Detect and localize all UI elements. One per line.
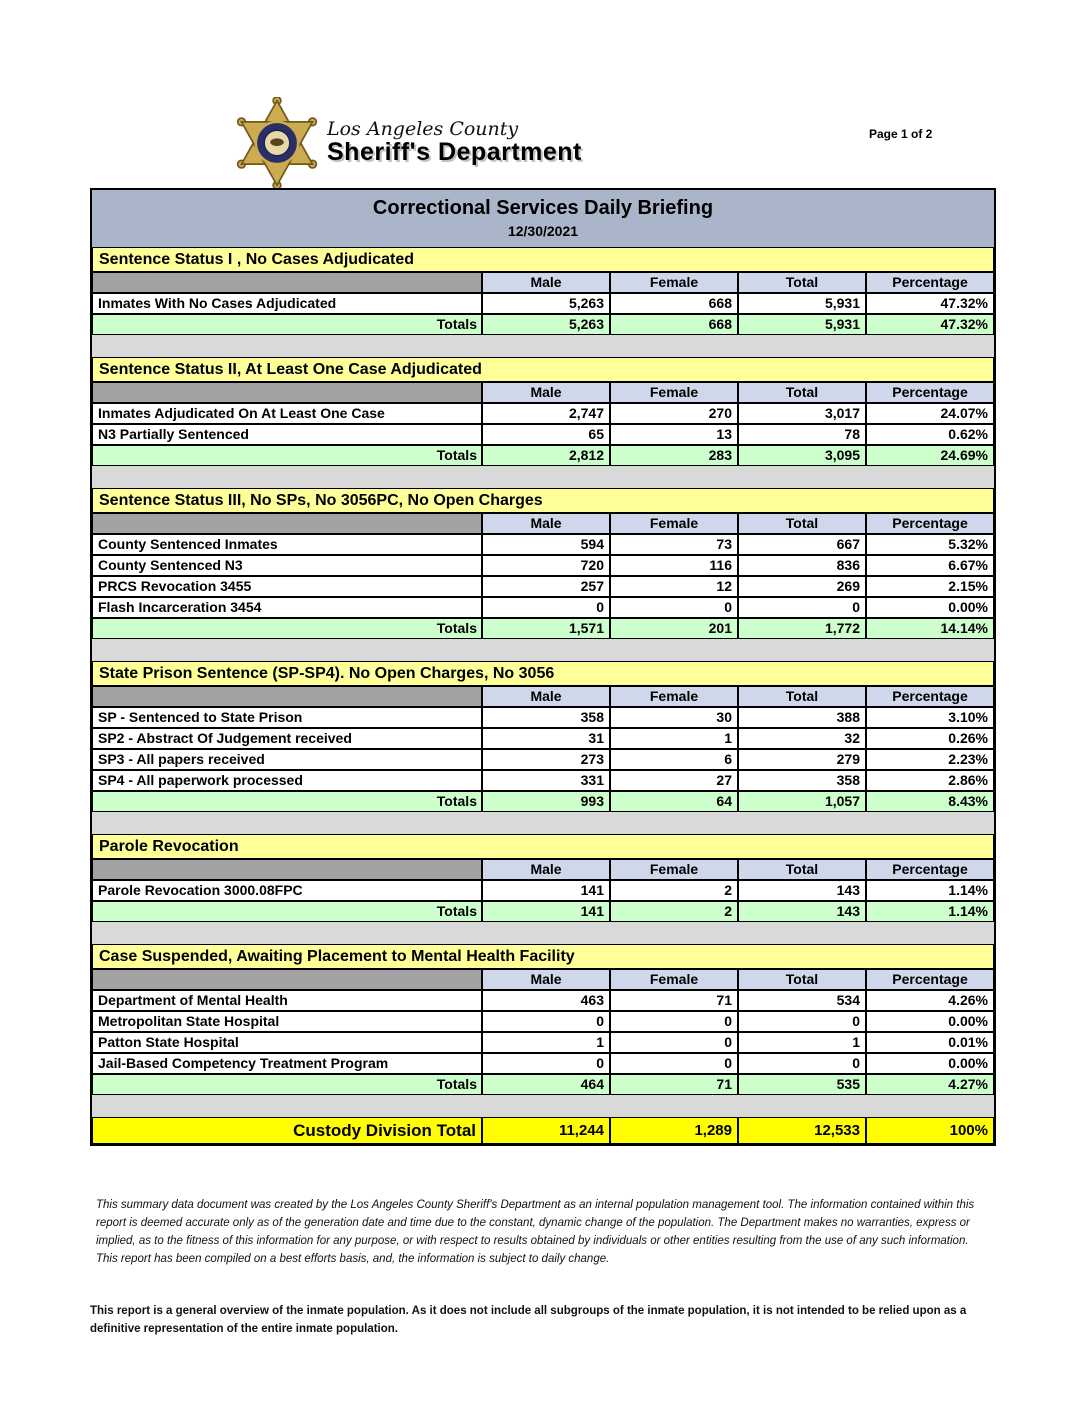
row-label: Metropolitan State Hospital	[92, 1011, 482, 1032]
male-total: 2,812	[482, 445, 610, 466]
column-header-percentage: Percentage	[866, 969, 994, 990]
totals-label: Totals	[92, 445, 482, 466]
section-sentence-status-1	[92, 247, 994, 335]
male-total: 464	[482, 1074, 610, 1095]
grand-percentage-total: 100%	[866, 1117, 994, 1144]
section-title: Parole Revocation	[92, 834, 994, 859]
female-value: 0	[610, 1032, 738, 1053]
row-label: SP4 - All paperwork processed	[92, 770, 482, 791]
total-value: 32	[738, 728, 866, 749]
total-value: 388	[738, 707, 866, 728]
percentage-total: 8.43%	[866, 791, 994, 812]
total-value: 3,017	[738, 403, 866, 424]
row-label: Inmates With No Cases Adjudicated	[92, 293, 482, 314]
column-header-row	[92, 382, 994, 403]
female-total: 201	[610, 618, 738, 639]
row-label: County Sentenced N3	[92, 555, 482, 576]
row-label: County Sentenced Inmates	[92, 534, 482, 555]
table-row	[92, 749, 994, 770]
total-value: 667	[738, 534, 866, 555]
column-header-female: Female	[610, 272, 738, 293]
column-header-female: Female	[610, 513, 738, 534]
percentage-total: 1.14%	[866, 901, 994, 922]
column-header-total: Total	[738, 382, 866, 403]
column-header-male: Male	[482, 382, 610, 403]
report-title-bar	[92, 190, 994, 247]
column-header-percentage: Percentage	[866, 382, 994, 403]
table-row	[92, 576, 994, 597]
row-label: Department of Mental Health	[92, 990, 482, 1011]
column-header-male: Male	[482, 272, 610, 293]
percentage-value: 0.00%	[866, 597, 994, 618]
male-value: 31	[482, 728, 610, 749]
footnote-text: This report is a general overview of the inmate population. As it does not include all subgroups of the inmate population, it is not intended to be relied upon as a definitive representation of the entire inmate population.	[90, 1305, 967, 1335]
table-row	[92, 1053, 994, 1074]
grand-total-total: 12,533	[738, 1117, 866, 1144]
male-value: 141	[482, 880, 610, 901]
male-value: 2,747	[482, 403, 610, 424]
male-value: 331	[482, 770, 610, 791]
percentage-total: 4.27%	[866, 1074, 994, 1095]
female-total: 668	[610, 314, 738, 335]
row-label: Parole Revocation 3000.08FPC	[92, 880, 482, 901]
total-total: 1,772	[738, 618, 866, 639]
grand-female-total: 1,289	[610, 1117, 738, 1144]
section-gap	[92, 466, 994, 488]
male-value: 1	[482, 1032, 610, 1053]
percentage-value: 2.23%	[866, 749, 994, 770]
row-label: N3 Partially Sentenced	[92, 424, 482, 445]
section-sentence-status-3	[92, 488, 994, 639]
agency-logo	[327, 118, 582, 167]
total-value: 0	[738, 1053, 866, 1074]
totals-row	[92, 618, 994, 639]
logo-county-line: Los Angeles County	[327, 118, 519, 140]
total-value: 358	[738, 770, 866, 791]
section-gap	[92, 922, 994, 944]
row-label: Patton State Hospital	[92, 1032, 482, 1053]
female-total: 283	[610, 445, 738, 466]
column-header-percentage: Percentage	[866, 859, 994, 880]
percentage-value: 0.00%	[866, 1053, 994, 1074]
percentage-value: 2.15%	[866, 576, 994, 597]
column-header-row	[92, 272, 994, 293]
male-value: 358	[482, 707, 610, 728]
male-value: 0	[482, 1053, 610, 1074]
table-row	[92, 424, 994, 445]
male-value: 5,263	[482, 293, 610, 314]
table-row	[92, 707, 994, 728]
female-value: 12	[610, 576, 738, 597]
custody-division-total-row	[92, 1117, 994, 1144]
male-total: 5,263	[482, 314, 610, 335]
table-row	[92, 1032, 994, 1053]
column-header-female: Female	[610, 969, 738, 990]
male-total: 1,571	[482, 618, 610, 639]
female-total: 2	[610, 901, 738, 922]
male-value: 273	[482, 749, 610, 770]
female-value: 13	[610, 424, 738, 445]
column-header-male: Male	[482, 513, 610, 534]
section-gap	[92, 335, 994, 357]
totals-row	[92, 314, 994, 335]
male-value: 0	[482, 597, 610, 618]
row-label: Jail-Based Competency Treatment Program	[92, 1053, 482, 1074]
totals-row	[92, 445, 994, 466]
female-value: 71	[610, 990, 738, 1011]
male-value: 65	[482, 424, 610, 445]
column-header-female: Female	[610, 382, 738, 403]
female-value: 668	[610, 293, 738, 314]
report-date: 12/30/2021	[507, 223, 579, 239]
percentage-total: 14.14%	[866, 618, 994, 639]
grand-total-label: Custody Division Total	[92, 1117, 482, 1144]
male-value: 0	[482, 1011, 610, 1032]
column-header-total: Total	[738, 513, 866, 534]
row-label: SP3 - All papers received	[92, 749, 482, 770]
column-header-total: Total	[738, 969, 866, 990]
female-value: 270	[610, 403, 738, 424]
total-value: 78	[738, 424, 866, 445]
female-total: 64	[610, 791, 738, 812]
section-title: Sentence Status II, At Least One Case Adjudicated	[92, 357, 994, 382]
table-row	[92, 728, 994, 749]
header-spacer-cell	[92, 859, 482, 880]
column-header-male: Male	[482, 686, 610, 707]
female-value: 30	[610, 707, 738, 728]
percentage-value: 2.86%	[866, 770, 994, 791]
section-gap	[92, 1095, 994, 1117]
totals-label: Totals	[92, 791, 482, 812]
female-value: 27	[610, 770, 738, 791]
percentage-value: 3.10%	[866, 707, 994, 728]
percentage-value: 0.62%	[866, 424, 994, 445]
header-spacer-cell	[92, 686, 482, 707]
row-label: Inmates Adjudicated On At Least One Case	[92, 403, 482, 424]
table-row	[92, 1011, 994, 1032]
table-row	[92, 880, 994, 901]
total-value: 0	[738, 1011, 866, 1032]
section-sentence-status-2	[92, 357, 994, 466]
female-value: 0	[610, 597, 738, 618]
table-row	[92, 597, 994, 618]
section-title: Sentence Status III, No SPs, No 3056PC, No Open Charges	[92, 488, 994, 513]
column-header-total: Total	[738, 272, 866, 293]
logo-department-line: Sheriff's Department	[327, 138, 582, 166]
column-header-row	[92, 969, 994, 990]
female-total: 71	[610, 1074, 738, 1095]
disclaimer-text: This summary data document was created by the Los Angeles County Sheriff's Department as an internal population management tool. The information contained within this report is deemed accurate only as of the generation date and time due to the constant, dynamic change of the population. The Department makes no warranties, express or implied, as to the fitness of this information for any purpose, or with respect to results obtained by individuals or other entities resulting from the use of any such information. This report has been compiled on a best efforts basis, and, the information is subject to daily change.	[96, 1199, 975, 1266]
header-spacer-cell	[92, 272, 482, 293]
column-header-row	[92, 513, 994, 534]
row-label: PRCS Revocation 3455	[92, 576, 482, 597]
column-header-female: Female	[610, 859, 738, 880]
male-value: 594	[482, 534, 610, 555]
total-total: 1,057	[738, 791, 866, 812]
percentage-total: 24.69%	[866, 445, 994, 466]
percentage-total: 47.32%	[866, 314, 994, 335]
percentage-value: 0.01%	[866, 1032, 994, 1053]
totals-label: Totals	[92, 1074, 482, 1095]
female-value: 116	[610, 555, 738, 576]
total-total: 535	[738, 1074, 866, 1095]
total-value: 836	[738, 555, 866, 576]
column-header-row	[92, 859, 994, 880]
column-header-total: Total	[738, 686, 866, 707]
female-value: 73	[610, 534, 738, 555]
total-value: 279	[738, 749, 866, 770]
column-header-total: Total	[738, 859, 866, 880]
male-total: 993	[482, 791, 610, 812]
totals-row	[92, 791, 994, 812]
column-header-female: Female	[610, 686, 738, 707]
totals-label: Totals	[92, 314, 482, 335]
totals-row	[92, 901, 994, 922]
total-value: 143	[738, 880, 866, 901]
row-label: SP - Sentenced to State Prison	[92, 707, 482, 728]
total-value: 269	[738, 576, 866, 597]
percentage-value: 47.32%	[866, 293, 994, 314]
total-value: 1	[738, 1032, 866, 1053]
daily-briefing-report	[90, 188, 996, 1146]
total-total: 3,095	[738, 445, 866, 466]
female-value: 0	[610, 1011, 738, 1032]
report-title: Correctional Services Daily Briefing	[372, 197, 714, 219]
female-value: 2	[610, 880, 738, 901]
male-total: 141	[482, 901, 610, 922]
section-title: Sentence Status I , No Cases Adjudicated	[92, 247, 994, 272]
section-title: State Prison Sentence (SP-SP4). No Open Charges, No 3056	[92, 661, 994, 686]
total-total: 5,931	[738, 314, 866, 335]
totals-label: Totals	[92, 901, 482, 922]
percentage-value: 6.67%	[866, 555, 994, 576]
table-row	[92, 990, 994, 1011]
male-value: 257	[482, 576, 610, 597]
percentage-value: 0.26%	[866, 728, 994, 749]
totals-label: Totals	[92, 618, 482, 639]
totals-row	[92, 1074, 994, 1095]
total-total: 143	[738, 901, 866, 922]
male-value: 720	[482, 555, 610, 576]
grand-male-total: 11,244	[482, 1117, 610, 1144]
table-row	[92, 534, 994, 555]
column-header-percentage: Percentage	[866, 513, 994, 534]
female-value: 1	[610, 728, 738, 749]
row-label: SP2 - Abstract Of Judgement received	[92, 728, 482, 749]
total-value: 0	[738, 597, 866, 618]
header-spacer-cell	[92, 969, 482, 990]
section-mental-health	[92, 944, 994, 1095]
page-number: Page 1 of 2	[869, 127, 933, 141]
female-value: 0	[610, 1053, 738, 1074]
sheriff-star-badge-icon	[233, 97, 321, 189]
column-header-row	[92, 686, 994, 707]
section-gap	[92, 639, 994, 661]
table-row	[92, 403, 994, 424]
section-gap	[92, 812, 994, 834]
male-value: 463	[482, 990, 610, 1011]
column-header-percentage: Percentage	[866, 272, 994, 293]
percentage-value: 5.32%	[866, 534, 994, 555]
table-row	[92, 293, 994, 314]
table-row	[92, 555, 994, 576]
percentage-value: 24.07%	[866, 403, 994, 424]
column-header-male: Male	[482, 969, 610, 990]
column-header-male: Male	[482, 859, 610, 880]
section-title: Case Suspended, Awaiting Placement to Mental Health Facility	[92, 944, 994, 969]
section-state-prison-sentence	[92, 661, 994, 812]
percentage-value: 1.14%	[866, 880, 994, 901]
table-row	[92, 770, 994, 791]
percentage-value: 0.00%	[866, 1011, 994, 1032]
percentage-value: 4.26%	[866, 990, 994, 1011]
total-value: 534	[738, 990, 866, 1011]
row-label: Flash Incarceration 3454	[92, 597, 482, 618]
header-spacer-cell	[92, 513, 482, 534]
total-value: 5,931	[738, 293, 866, 314]
column-header-percentage: Percentage	[866, 686, 994, 707]
female-value: 6	[610, 749, 738, 770]
section-parole-revocation	[92, 834, 994, 922]
header-spacer-cell	[92, 382, 482, 403]
